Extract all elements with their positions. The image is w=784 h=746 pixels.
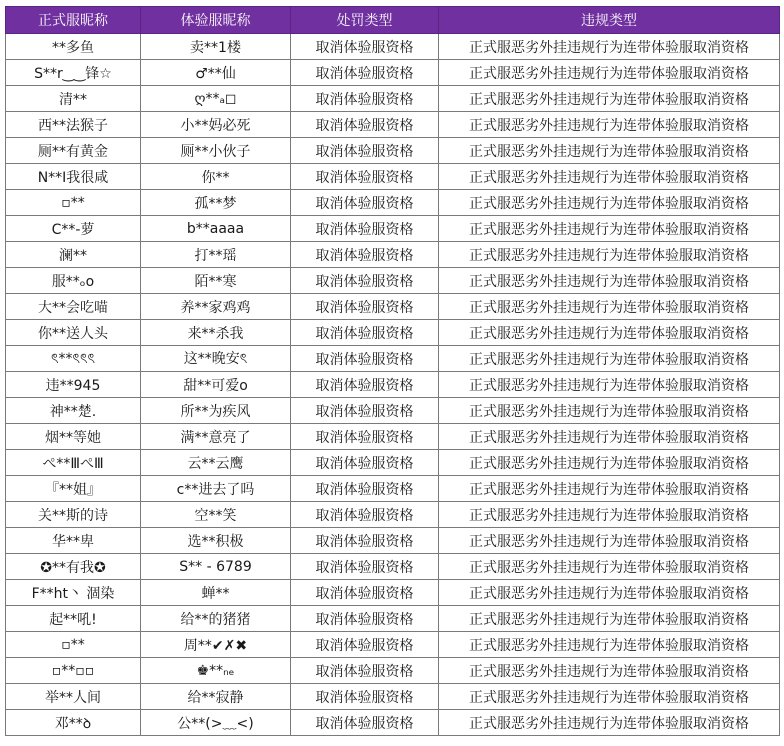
official-nickname-cell: 『**姐』 — [6, 476, 141, 502]
official-nickname-cell: ぺ**ⅢぺⅢ — [6, 450, 141, 476]
penalty-type-cell: 取消体验服资格 — [291, 424, 439, 450]
test-server-nickname-cell: 给**寂静 — [141, 684, 291, 710]
test-server-nickname-cell: ♚**ₙₑ — [141, 658, 291, 684]
table-row — [6, 112, 780, 138]
test-server-nickname-cell: 甜**可爱o — [141, 372, 291, 398]
test-server-nickname-cell: 所**为疾风 — [141, 398, 291, 424]
table-row — [6, 164, 780, 190]
official-nickname-cell: 神**楚. — [6, 398, 141, 424]
violation-type-cell: 正式服恶劣外挂违规行为连带体验服取消资格 — [439, 632, 780, 658]
header-violation-type: 违规类型 — [439, 7, 780, 34]
penalty-type-cell: 取消体验服资格 — [291, 320, 439, 346]
test-server-nickname-cell: 空**笑 — [141, 502, 291, 528]
official-nickname-cell: 澜** — [6, 242, 141, 268]
table-row — [6, 346, 780, 372]
penalty-list — [5, 6, 779, 736]
official-nickname-cell: ▫** — [6, 190, 141, 216]
table-row — [6, 424, 780, 450]
official-nickname-cell: 服**ₒo — [6, 268, 141, 294]
violation-type-cell: 正式服恶劣外挂违规行为连带体验服取消资格 — [439, 346, 780, 372]
table-row — [6, 138, 780, 164]
test-server-nickname-cell: S** - 6789 — [141, 554, 291, 580]
official-nickname-cell: 起**吼! — [6, 606, 141, 632]
test-server-nickname-cell: 云**云鹰 — [141, 450, 291, 476]
table-row — [6, 372, 780, 398]
table-row — [6, 398, 780, 424]
test-server-nickname-cell: 养**家鸡鸡 — [141, 294, 291, 320]
penalty-type-cell: 取消体验服资格 — [291, 398, 439, 424]
official-nickname-cell: 厕**有黄金 — [6, 138, 141, 164]
test-server-nickname-cell: 卖**1楼 — [141, 34, 291, 60]
test-server-nickname-cell: 厕**小伙子 — [141, 138, 291, 164]
table-row — [6, 60, 780, 86]
penalty-type-cell: 取消体验服资格 — [291, 268, 439, 294]
table-row — [6, 268, 780, 294]
test-server-nickname-cell: 来**杀我 — [141, 320, 291, 346]
official-nickname-cell: F**ht丶 涸染 — [6, 580, 141, 606]
header-official-nickname: 正式服昵称 — [6, 7, 141, 34]
violation-type-cell: 正式服恶劣外挂违规行为连带体验服取消资格 — [439, 684, 780, 710]
violation-type-cell: 正式服恶劣外挂违规行为连带体验服取消资格 — [439, 190, 780, 216]
table-row — [6, 606, 780, 632]
test-server-nickname-cell: ♂**仙 — [141, 60, 291, 86]
test-server-nickname-cell: 小**妈必死 — [141, 112, 291, 138]
table-row — [6, 528, 780, 554]
violation-type-cell: 正式服恶劣外挂违规行为连带体验服取消资格 — [439, 242, 780, 268]
penalty-type-cell: 取消体验服资格 — [291, 580, 439, 606]
table-row — [6, 684, 780, 710]
table-row — [6, 632, 780, 658]
test-server-nickname-cell: 这**晚安ৎ — [141, 346, 291, 372]
violation-type-cell: 正式服恶劣外挂违规行为连带体验服取消资格 — [439, 398, 780, 424]
penalty-type-cell: 取消体验服资格 — [291, 450, 439, 476]
official-nickname-cell: ▫** — [6, 632, 141, 658]
table-row — [6, 86, 780, 112]
official-nickname-cell: N**I我很咸 — [6, 164, 141, 190]
table-row — [6, 34, 780, 60]
violation-type-cell: 正式服恶劣外挂违规行为连带体验服取消资格 — [439, 372, 780, 398]
violation-type-cell: 正式服恶劣外挂违规行为连带体验服取消资格 — [439, 112, 780, 138]
table-body — [6, 34, 780, 736]
table-row — [6, 710, 780, 736]
penalty-type-cell: 取消体验服资格 — [291, 658, 439, 684]
official-nickname-cell: **多鱼 — [6, 34, 141, 60]
violation-type-cell: 正式服恶劣外挂违规行为连带体验服取消资格 — [439, 86, 780, 112]
penalty-type-cell: 取消体验服资格 — [291, 346, 439, 372]
penalty-type-cell: 取消体验服资格 — [291, 242, 439, 268]
penalty-type-cell: 取消体验服资格 — [291, 710, 439, 736]
header-test-server-nickname: 体验服昵称 — [141, 7, 291, 34]
penalty-type-cell: 取消体验服资格 — [291, 34, 439, 60]
table-row — [6, 216, 780, 242]
penalty-type-cell: 取消体验服资格 — [291, 476, 439, 502]
test-server-nickname-cell: b**aaaa — [141, 216, 291, 242]
violation-type-cell: 正式服恶劣外挂违规行为连带体验服取消资格 — [439, 476, 780, 502]
test-server-nickname-cell: 选**积极 — [141, 528, 291, 554]
official-nickname-cell: 关**斯的诗 — [6, 502, 141, 528]
test-server-nickname-cell: 公**(>﹏<) — [141, 710, 291, 736]
test-server-nickname-cell: 打**瑶 — [141, 242, 291, 268]
official-nickname-cell: 烟**等她 — [6, 424, 141, 450]
penalty-type-cell: 取消体验服资格 — [291, 632, 439, 658]
penalty-type-cell: 取消体验服资格 — [291, 502, 439, 528]
violation-type-cell: 正式服恶劣外挂违规行为连带体验服取消资格 — [439, 294, 780, 320]
violation-type-cell: 正式服恶劣外挂违规行为连带体验服取消资格 — [439, 710, 780, 736]
penalty-type-cell: 取消体验服资格 — [291, 190, 439, 216]
violation-type-cell: 正式服恶劣外挂违规行为连带体验服取消资格 — [439, 606, 780, 632]
official-nickname-cell: 邓**ꝺ — [6, 710, 141, 736]
table-row — [6, 242, 780, 268]
header-row — [6, 7, 780, 34]
official-nickname-cell: S**r‿‿锋☆ — [6, 60, 141, 86]
test-server-nickname-cell: 蝉** — [141, 580, 291, 606]
table-row — [6, 554, 780, 580]
test-server-nickname-cell: 给**的猪猪 — [141, 606, 291, 632]
table-row — [6, 658, 780, 684]
violation-type-cell: 正式服恶劣外挂违规行为连带体验服取消资格 — [439, 424, 780, 450]
penalty-type-cell: 取消体验服资格 — [291, 606, 439, 632]
official-nickname-cell: 华**卑 — [6, 528, 141, 554]
official-nickname-cell: 清** — [6, 86, 141, 112]
penalty-type-cell: 取消体验服资格 — [291, 112, 439, 138]
table-header — [6, 7, 780, 34]
violation-type-cell: 正式服恶劣外挂违规行为连带体验服取消资格 — [439, 164, 780, 190]
penalty-type-cell: 取消体验服资格 — [291, 216, 439, 242]
violation-type-cell: 正式服恶劣外挂违规行为连带体验服取消资格 — [439, 528, 780, 554]
table-row — [6, 450, 780, 476]
violation-type-cell: 正式服恶劣外挂违规行为连带体验服取消资格 — [439, 320, 780, 346]
table-row — [6, 476, 780, 502]
official-nickname-cell: ▫**▫▫ — [6, 658, 141, 684]
penalty-type-cell: 取消体验服资格 — [291, 164, 439, 190]
penalty-type-cell: 取消体验服资格 — [291, 684, 439, 710]
table-row — [6, 580, 780, 606]
violation-type-cell: 正式服恶劣外挂违规行为连带体验服取消资格 — [439, 580, 780, 606]
table-row — [6, 502, 780, 528]
official-nickname-cell: 大**会吃喵 — [6, 294, 141, 320]
violation-type-cell: 正式服恶劣外挂违规行为连带体验服取消资格 — [439, 450, 780, 476]
penalty-type-cell: 取消体验服资格 — [291, 86, 439, 112]
official-nickname-cell: ✪**有我✪ — [6, 554, 141, 580]
test-server-nickname-cell: 满**意亮了 — [141, 424, 291, 450]
violation-type-cell: 正式服恶劣外挂违规行为连带体验服取消资格 — [439, 554, 780, 580]
official-nickname-cell: 举**人间 — [6, 684, 141, 710]
official-nickname-cell: 西**法猴子 — [6, 112, 141, 138]
table-row — [6, 294, 780, 320]
penalty-type-cell: 取消体验服资格 — [291, 138, 439, 164]
official-nickname-cell: 你**送人头 — [6, 320, 141, 346]
official-nickname-cell: 违**945 — [6, 372, 141, 398]
table-row — [6, 320, 780, 346]
test-server-nickname-cell: ღ**ₐ◻ — [141, 86, 291, 112]
test-server-nickname-cell: 孤**梦 — [141, 190, 291, 216]
violation-type-cell: 正式服恶劣外挂违规行为连带体验服取消资格 — [439, 658, 780, 684]
penalty-type-cell: 取消体验服资格 — [291, 372, 439, 398]
violation-type-cell: 正式服恶劣外挂违规行为连带体验服取消资格 — [439, 34, 780, 60]
table-row — [6, 190, 780, 216]
test-server-nickname-cell: 陌**寒 — [141, 268, 291, 294]
penalty-type-cell: 取消体验服资格 — [291, 60, 439, 86]
penalty-type-cell: 取消体验服资格 — [291, 528, 439, 554]
official-nickname-cell: ৎ**ৎৎৎ — [6, 346, 141, 372]
test-server-nickname-cell: 周**✔✗✖ — [141, 632, 291, 658]
violation-type-cell: 正式服恶劣外挂违规行为连带体验服取消资格 — [439, 502, 780, 528]
violation-type-cell: 正式服恶劣外挂违规行为连带体验服取消资格 — [439, 216, 780, 242]
official-nickname-cell: C**-萝 — [6, 216, 141, 242]
penalty-type-cell: 取消体验服资格 — [291, 554, 439, 580]
penalty-type-cell: 取消体验服资格 — [291, 294, 439, 320]
header-penalty-type: 处罚类型 — [291, 7, 439, 34]
violation-type-cell: 正式服恶劣外挂违规行为连带体验服取消资格 — [439, 138, 780, 164]
test-server-nickname-cell: c**进去了吗 — [141, 476, 291, 502]
violation-type-cell: 正式服恶劣外挂违规行为连带体验服取消资格 — [439, 60, 780, 86]
violation-type-cell: 正式服恶劣外挂违规行为连带体验服取消资格 — [439, 268, 780, 294]
penalty-table — [5, 6, 780, 736]
test-server-nickname-cell: 你** — [141, 164, 291, 190]
